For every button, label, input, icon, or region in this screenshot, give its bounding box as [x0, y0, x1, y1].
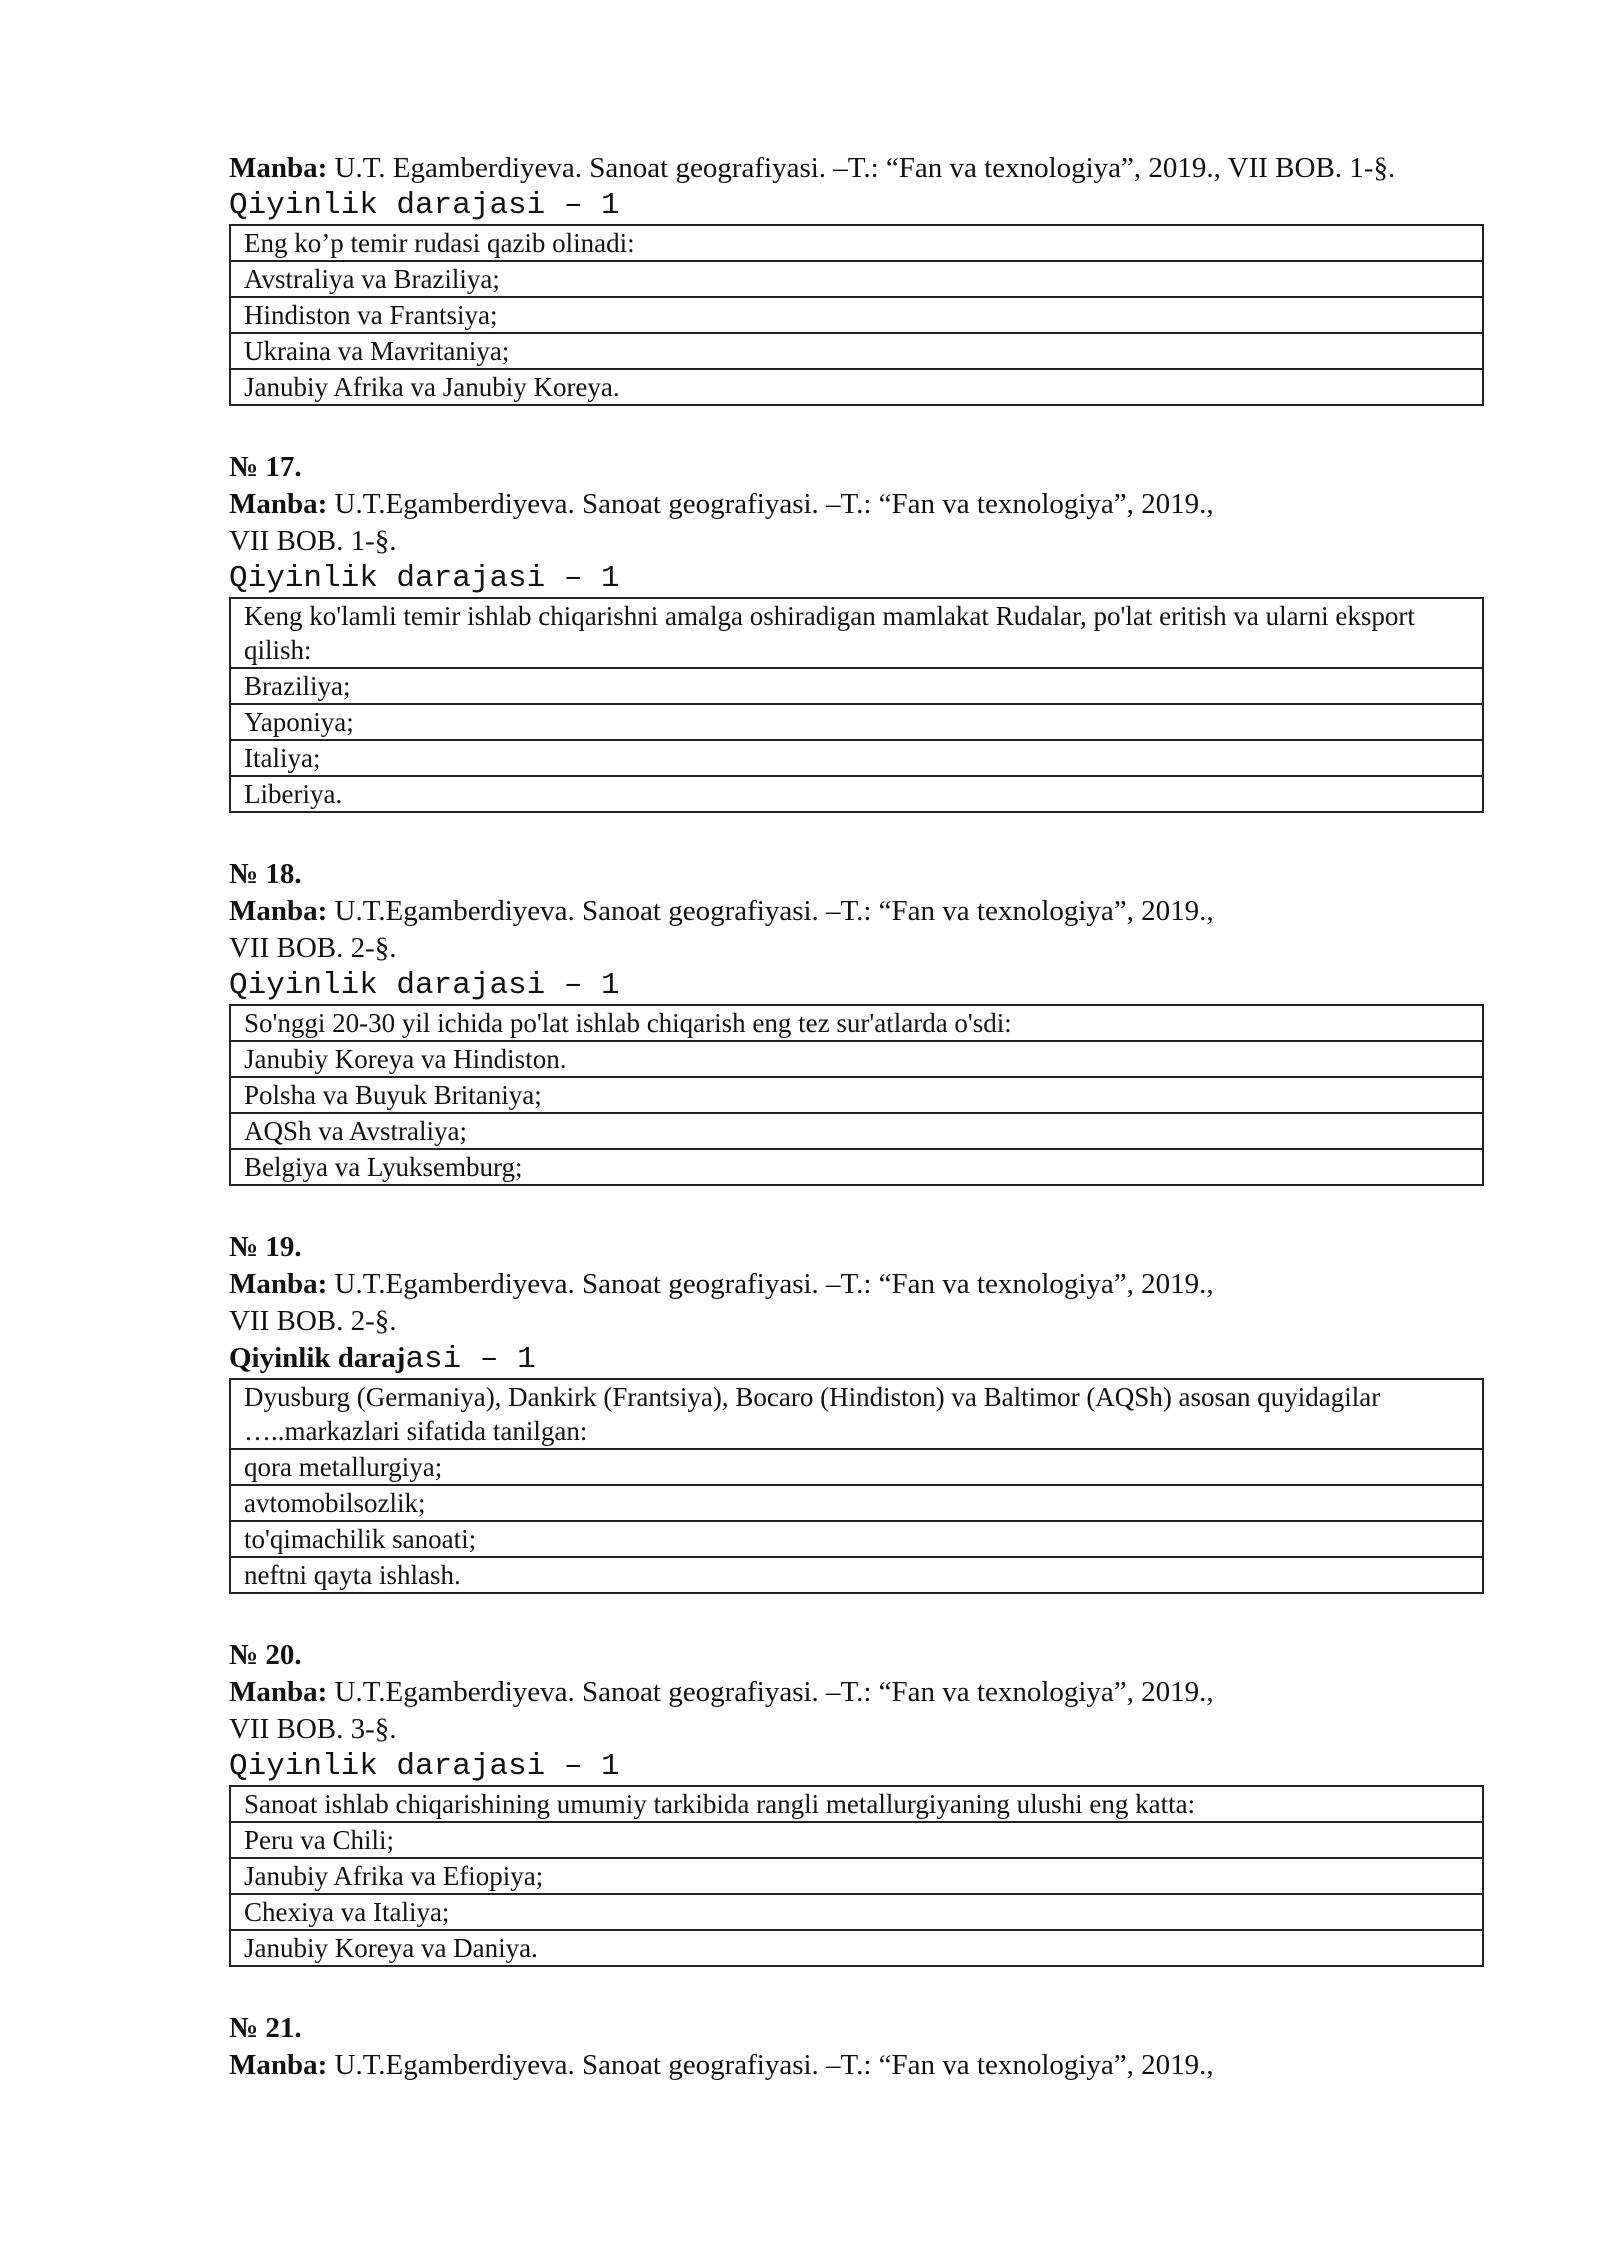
question-text: Keng ko'lamli temir ishlab chiqarishni amalga oshiradigan mamlakat Rudalar, po'lat eritish va ularni eksport qilish: [230, 598, 1483, 668]
question-block [229, 150, 1484, 406]
source-text: U.T.Egamberdiyeva. Sanoat geografiyasi. –T.: “Fan va texnologiya”, 2019., [327, 895, 1214, 927]
source-text-cont: VII BOB. 3-§. [229, 1713, 397, 1745]
source-text-cont: VII BOB. 1-§. [229, 525, 397, 557]
option-row [230, 1077, 1483, 1113]
answer-table [229, 1785, 1484, 1967]
option-row [230, 668, 1483, 704]
question-block [229, 1637, 1484, 1967]
answer-option: Yaponiya; [230, 704, 1483, 740]
source-line [229, 1674, 1484, 1748]
answer-option: Janubiy Afrika va Janubiy Koreya. [230, 369, 1483, 405]
answer-option: Janubiy Koreya va Hindiston. [230, 1041, 1483, 1077]
question-number: № 19. [229, 1231, 302, 1263]
option-row [230, 1521, 1483, 1557]
question-text: Dyusburg (Germaniya), Dankirk (Frantsiya), Bocaro (Hindiston) va Baltimor (AQSh) asosan quyidagilar …..markazlari sifatida tanilgan: [230, 1379, 1483, 1449]
answer-option: Chexiya va Italiya; [230, 1894, 1483, 1930]
option-row [230, 1485, 1483, 1521]
option-row [230, 1113, 1483, 1149]
source-text: U.T.Egamberdiyeva. Sanoat geografiyasi. –T.: “Fan va texnologiya”, 2019., [327, 1268, 1214, 1300]
source-line [229, 1266, 1484, 1340]
difficulty-level [229, 1748, 1484, 1785]
source-line [229, 150, 1484, 187]
source-text: U.T.Egamberdiyeva. Sanoat geografiyasi. –T.: “Fan va texnologiya”, 2019., [327, 1676, 1214, 1708]
answer-option: Belgiya va Lyuksemburg; [230, 1149, 1483, 1185]
document-page [229, 150, 1484, 2127]
question-block [229, 2010, 1484, 2084]
answer-option: Peru va Chili; [230, 1822, 1483, 1858]
source-text: U.T.Egamberdiyeva. Sanoat geografiyasi. –T.: “Fan va texnologiya”, 2019., [327, 488, 1214, 520]
question-row [230, 1005, 1483, 1041]
option-row [230, 1041, 1483, 1077]
question-row [230, 225, 1483, 261]
option-row [230, 261, 1483, 297]
difficulty-text: Qiyinlik darajasi – 1 [229, 1749, 620, 1784]
question-text: Sanoat ishlab chiqarishining umumiy tarkibida rangli metallurgiyaning ulushi eng katta: [230, 1786, 1483, 1822]
question-number: № 21. [229, 2012, 302, 2044]
question-block [229, 856, 1484, 1186]
source-label: Manba: [229, 488, 328, 520]
difficulty-label-bold: Qiyinlik daraj [229, 1342, 406, 1374]
option-row [230, 333, 1483, 369]
option-row [230, 1894, 1483, 1930]
question-row [230, 598, 1483, 668]
source-text: U.T.Egamberdiyeva. Sanoat geografiyasi. –T.: “Fan va texnologiya”, 2019., [327, 2049, 1214, 2081]
option-row [230, 297, 1483, 333]
difficulty-text: Qiyinlik darajasi – 1 [229, 968, 620, 1003]
source-line [229, 893, 1484, 967]
option-row [230, 1557, 1483, 1593]
option-row [230, 1149, 1483, 1185]
question-text: Eng ko’p temir rudasi qazib olinadi: [230, 225, 1483, 261]
source-label: Manba: [229, 1676, 328, 1708]
answer-option: Ukraina va Mavritaniya; [230, 333, 1483, 369]
question-block [229, 449, 1484, 813]
source-label: Manba: [229, 1268, 328, 1300]
answer-option: qora metallurgiya; [230, 1449, 1483, 1485]
answer-option: AQSh va Avstraliya; [230, 1113, 1483, 1149]
option-row [230, 369, 1483, 405]
source-text-cont: VII BOB. 2-§. [229, 932, 397, 964]
question-number: № 17. [229, 451, 302, 483]
difficulty-text: asi – 1 [405, 1342, 536, 1377]
answer-option: Polsha va Buyuk Britaniya; [230, 1077, 1483, 1113]
question-row [230, 1379, 1483, 1449]
answer-table [229, 1378, 1484, 1594]
option-row [230, 1930, 1483, 1966]
option-row [230, 1822, 1483, 1858]
question-row [230, 1786, 1483, 1822]
difficulty-level [229, 187, 1484, 224]
answer-option: Janubiy Koreya va Daniya. [230, 1930, 1483, 1966]
answer-option: Janubiy Afrika va Efiopiya; [230, 1858, 1483, 1894]
source-line [229, 2047, 1484, 2084]
question-text: So'nggi 20-30 yil ichida po'lat ishlab chiqarish eng tez sur'atlarda o'sdi: [230, 1005, 1483, 1041]
question-block [229, 1229, 1484, 1594]
answer-option: Avstraliya va Braziliya; [230, 261, 1483, 297]
difficulty-level [229, 560, 1484, 597]
source-line [229, 486, 1484, 560]
option-row [230, 1449, 1483, 1485]
answer-table [229, 597, 1484, 813]
source-label: Manba: [229, 2049, 328, 2081]
answer-option: Hindiston va Frantsiya; [230, 297, 1483, 333]
difficulty-level [229, 1340, 1484, 1378]
answer-option: to'qimachilik sanoati; [230, 1521, 1483, 1557]
source-label: Manba: [229, 152, 328, 184]
answer-table [229, 224, 1484, 406]
difficulty-level [229, 967, 1484, 1004]
answer-option: Liberiya. [230, 776, 1483, 812]
option-row [230, 740, 1483, 776]
answer-option: avtomobilsozlik; [230, 1485, 1483, 1521]
answer-option: neftni qayta ishlash. [230, 1557, 1483, 1593]
difficulty-text: Qiyinlik darajasi – 1 [229, 561, 620, 596]
option-row [230, 776, 1483, 812]
question-number: № 20. [229, 1639, 302, 1671]
option-row [230, 1858, 1483, 1894]
source-label: Manba: [229, 895, 328, 927]
option-row [230, 704, 1483, 740]
answer-table [229, 1004, 1484, 1186]
source-text-cont: VII BOB. 2-§. [229, 1305, 397, 1337]
answer-option: Italiya; [230, 740, 1483, 776]
question-number: № 18. [229, 858, 302, 890]
source-text: U.T. Egamberdiyeva. Sanoat geografiyasi. –T.: “Fan va texnologiya”, 2019., VII BOB. 1-§. [327, 152, 1396, 184]
difficulty-text: Qiyinlik darajasi – 1 [229, 188, 620, 223]
answer-option: Braziliya; [230, 668, 1483, 704]
